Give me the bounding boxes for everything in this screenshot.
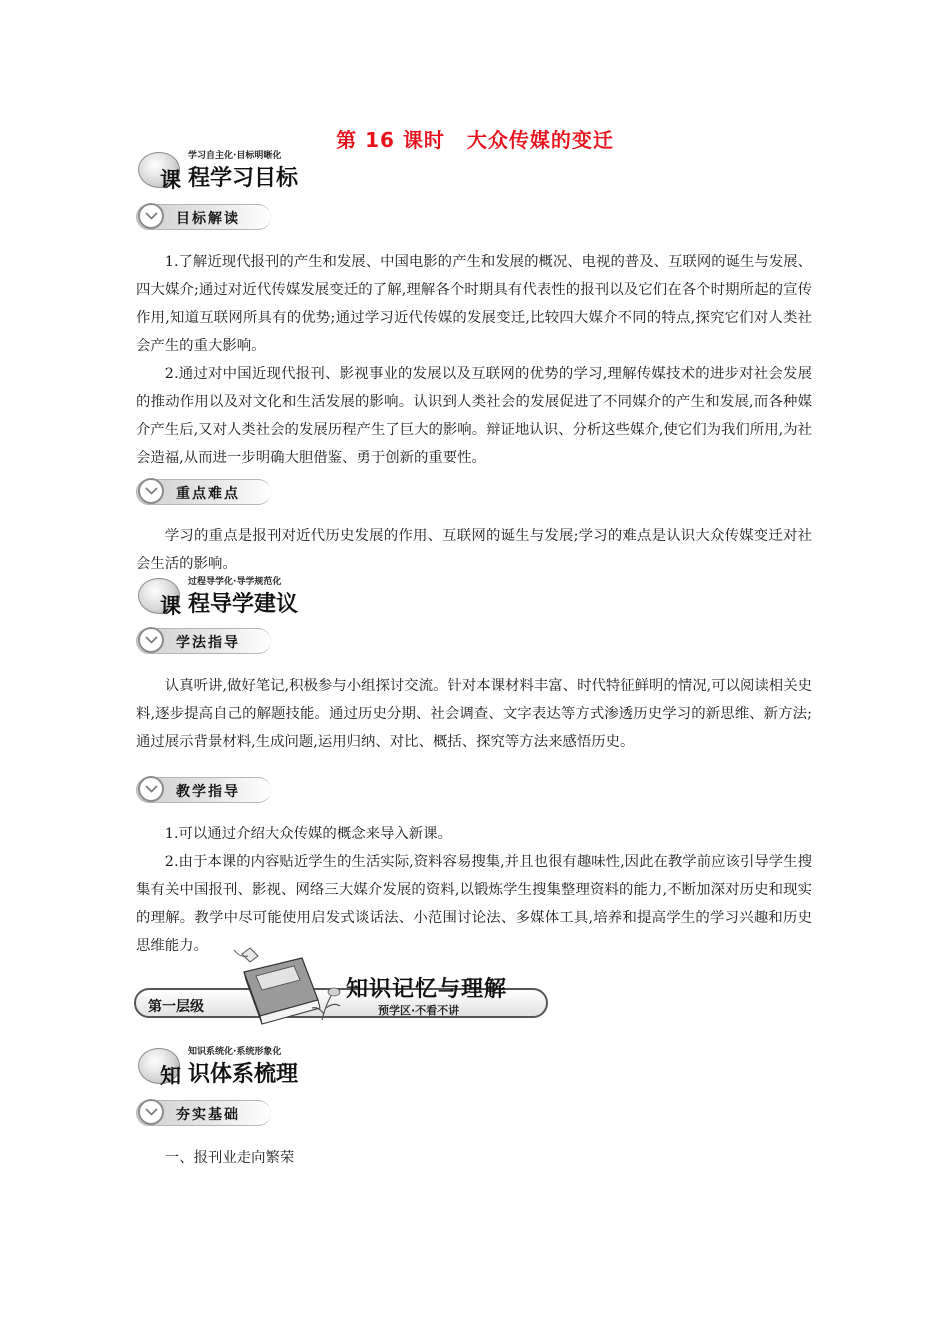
section-header-goals	[136, 148, 336, 198]
level-label: 第一层级	[148, 999, 204, 1015]
subheader-key-points	[136, 477, 272, 505]
section-title-first-char: 课	[160, 594, 181, 618]
banner-subtitle: 预学区·不看不讲	[378, 1004, 460, 1017]
section-header-guide	[136, 574, 336, 624]
subheader-label: 夯实基础	[176, 1107, 240, 1123]
paragraph: 认真听讲,做好笔记,积极参与小组探讨交流。针对本课材料丰富、时代特征鲜明的情况,可以阅读相关史料,逐步提高自己的解题技能。通过历史分期、社会调查、文字表达等方式渗透历史学习的新思维、新方法;通过展示背景材料,生成问题,运用归纳、对比、概括、探究等方法来感悟历史。	[136, 678, 812, 750]
subheader-label: 目标解读	[176, 211, 240, 227]
section-header-knowledge	[136, 1044, 336, 1094]
subheader-goal-interpret	[136, 202, 272, 230]
key-points-text	[136, 522, 812, 578]
section-tagline: 学习自主化·目标明晰化	[188, 151, 282, 161]
chevron-down-icon	[138, 627, 164, 653]
subheader-teaching-guide	[136, 775, 272, 803]
subheader-study-method	[136, 626, 272, 654]
paragraph: 1.了解近现代报刊的产生和发展、中国电影的产生和发展的概况、电视的普及、互联网的诞生与发展、四大媒介;通过对近代传媒发展变迁的了解,理解各个时期具有代表性的报刊以及它们在各个时期所起的宣传作用,知道互联网所具有的优势;通过学习近代传媒的发展变迁,比较四大媒介不同的特点,探究它们对人类社会产生的重大影响。	[136, 254, 812, 354]
teaching-guide-text	[136, 820, 812, 960]
section-title-first-char: 课	[160, 168, 181, 192]
section-tagline: 过程导学化·导学规范化	[188, 577, 282, 587]
book-icon	[214, 944, 344, 1030]
goals-text	[136, 248, 812, 472]
subheader-foundation	[136, 1098, 272, 1126]
foundation-text	[136, 1144, 812, 1172]
paragraph: 2.由于本课的内容贴近学生的生活实际,资料容易搜集,并且也很有趣味性,因此在教学前应该引导学生搜集有关中国报刊、影视、网络三大媒介发展的资料,以锻炼学生搜集整理资料的能力,不断加深对历史和现实的理解。教学中尽可能使用启发式谈话法、小范围讨论法、多媒体工具,培养和提高学生的学习兴趣和历史思维能力。	[136, 854, 812, 954]
subheader-label: 教学指导	[176, 784, 240, 800]
section-title-first-char: 知	[160, 1064, 181, 1088]
chevron-down-icon	[138, 203, 164, 229]
paragraph: 2.通过对中国近现代报刊、影视事业的发展以及互联网的优势的学习,理解传媒技术的进步对社会发展的推动作用以及对文化和生活发展的影响。认识到人类社会的发展促进了不同媒介的产生和发展,而各种媒介产生后,又对人类社会的发展历程产生了巨大的影响。辩证地认识、分析这些媒介,使它们为我们所用,为社会造福,从而进一步明确大胆借鉴、勇于创新的重要性。	[136, 366, 812, 466]
paragraph: 学习的重点是报刊对近代历史发展的作用、互联网的诞生与发展;学习的难点是认识大众传媒变迁对社会生活的影响。	[136, 528, 812, 572]
lesson-name: 大众传媒的变迁	[466, 128, 614, 152]
paragraph: 1.可以通过介绍大众传媒的概念来导入新课。	[164, 826, 452, 842]
section-title: 程导学建议	[188, 592, 299, 617]
paragraph: 一、报刊业走向繁荣	[164, 1150, 295, 1166]
lesson-number: 第 16 课时	[336, 128, 445, 152]
chevron-down-icon	[138, 1099, 164, 1125]
level-banner	[134, 944, 554, 1030]
section-tagline: 知识系统化·系统形象化	[188, 1047, 282, 1057]
section-title: 识体系梳理	[188, 1062, 299, 1087]
subheader-label: 学法指导	[176, 635, 240, 651]
subheader-label: 重点难点	[176, 486, 240, 502]
section-title: 程学习目标	[188, 166, 299, 191]
study-method-text	[136, 672, 812, 756]
banner-title: 知识记忆与理解	[346, 977, 508, 1002]
chevron-down-icon	[138, 478, 164, 504]
chevron-down-icon	[138, 776, 164, 802]
